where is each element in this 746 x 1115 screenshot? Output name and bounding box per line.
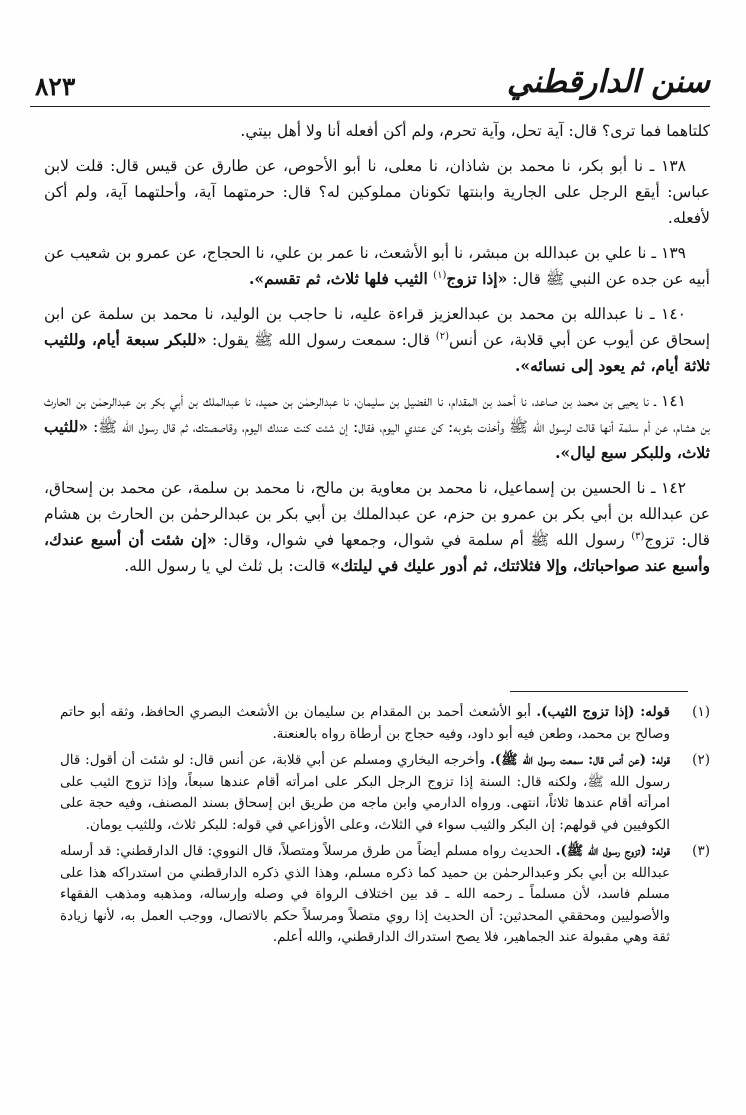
footnote-ref-2[interactable]: (٢) bbox=[435, 330, 449, 342]
footnote-divider bbox=[510, 691, 688, 692]
hadith-139-text: «إذا تزوج bbox=[446, 269, 508, 288]
footnote-number: (٣) bbox=[692, 843, 710, 859]
hadith-142-chain-end: رسول الله ﷺ أم سلمة في شوال، وجمعها في شوال، وقال: bbox=[216, 531, 632, 549]
footnote-number: (٢) bbox=[692, 752, 710, 768]
footnote-ref-3[interactable]: (٣) bbox=[631, 530, 645, 542]
footnote-3 bbox=[60, 841, 710, 949]
hadith-142-chain: ١٤٢ ـ نا الحسين بن إسماعيل، نا محمد بن معاوية بن مالح، نا محمد بن سلمة، عن محمد بن إسحاق، عن عبدالله بن أبي بكر بن عمرو بن حزم، عن عبدالملك بن أبي بكر بن عبدالرحمٰن بن الحارث بن هشام قال: تزوج bbox=[44, 479, 710, 549]
paragraph-continuation: كلتاهما فما ترى؟ قال: آية تحل، وآية تحرم، ولم أكن أفعله أنا ولا أهل بيتي. bbox=[240, 122, 710, 140]
hadith-140 bbox=[44, 301, 710, 379]
main-text bbox=[44, 118, 710, 588]
footnote-2 bbox=[60, 750, 710, 836]
hadith-140-text: «للبكر سبعة أيام، وللثيب ثلاثة أيام، ثم يعود إلى نسائه». bbox=[44, 330, 710, 375]
hadith-142-tail: قالت: بل ثلث لي يا رسول الله. bbox=[124, 557, 331, 575]
footnote-heading: قوله: (إذا تزوج الثيب). bbox=[536, 704, 670, 720]
footnote-text: وأخرجه البخاري ومسلم عن أبي قلابة، عن أنس قال: لو شئت أن أقول: قال رسول الله ﷺ، ولكنه قال: السنة إذا تزوج الرجل البكر على امرأته أقام عندها سبعاً، وإذا تزوج الثيب على امرأته أقام عندها ثلاثاً، انتهى. ورواه الدارمي وابن ماجه من طريق ابن إسحاق بسند المصنف، وفيه حجة على الكوفيين في قولهم: إن البكر والثيب سواء في الثلاث، وعلى الأوزاعي في قوله: للبكر ثلاث، وللثيب يومان. bbox=[60, 752, 670, 833]
hadith-141 bbox=[44, 388, 710, 466]
hadith-140-chain: ١٤٠ ـ نا عبدالله بن محمد بن عبدالعزيز قراءة عليه، نا حاجب بن الوليد، نا محمد بن سلمة عن ابن إسحاق عن أيوب عن أبي قلابة، عن أنس bbox=[44, 305, 710, 349]
hadith-142 bbox=[44, 475, 710, 579]
page-header bbox=[30, 64, 710, 107]
footnotes bbox=[60, 702, 710, 954]
hadith-138: ١٣٨ ـ نا أبو بكر، نا محمد بن شاذان، نا معلى، نا أبو الأحوص، عن طارق عن قيس قال: قلت لابن عباس: أيقع الرجل على الجارية وابنتها تكونان مملوكين له؟ قال: حرمتهما آية، وأحلتهما آية، ولم أكن لأفعله. bbox=[44, 157, 710, 227]
hadith-139-chain: ١٣٩ ـ نا علي بن عبدالله بن مبشر، نا أبو الأشعث، نا عمر بن علي، نا الحجاج، عن عمرو بن شعيب عن أبيه عن جده عن النبي ﷺ قال: bbox=[44, 244, 710, 288]
page-number: ٨٢٣ bbox=[35, 72, 76, 101]
footnote-text: أبو الأشعث أحمد بن المقدام بن سليمان بن الأشعث البصري الحافظ، وثقه أبو حاتم وصالح بن محمد، وطعن فيه أبو داود، وفيه حجاج بن أرطاة رواه بالعنعنة. bbox=[60, 704, 670, 742]
hadith-139 bbox=[44, 240, 710, 292]
footnote-text: الحديث رواه مسلم أيضاً من طرق مرسلاً ومتصلاً، قال النووي: قال الدارقطني: قد أرسله عبدالله بن أبي بكر وعبدالرحمٰن بن حميد كما ذكره مسلم، وهذا الذي ذكره الدارقطني من استدراكه هذا على مسلم فاسد، لأن مسلماً ـ رحمه الله ـ قد بين اختلاف الرواة في وصله وإرساله، ومذهبه ومذهب الفقهاء والأصوليين ومحققي المحدثين: أن الحديث إذا روي متصلاً ومرسلاً حكم بالاتصال، ووجب العمل به، لأنها زيادة ثقة وهي مقبولة عند الجماهير، فلا يصح استدراك الدارقطني، والله أعلم. bbox=[60, 843, 670, 945]
footnote-1 bbox=[60, 702, 710, 745]
hadith-141-text: «للثيب ثلاث، وللبكر سبع ليال». bbox=[44, 417, 710, 462]
hadith-141-chain: ١٤١ ـ نا يحيى بن محمد بن صاعد، نا أحمد بن المقدام، نا الفضيل بن سليمان، نا عبدالرحمٰن بن حميد، نا عبدالملك بن أبي بكر بن عبدالرحمٰن بن الحارث بن هشام، عن أم سلمة أنها قالت لرسول الله ﷺ وأخذت بثوبه: كن عندي اليوم، فقال: إن شئت كنت عندك اليوم، وقاصصتك، ثم قال رسول الله ﷺ: bbox=[44, 392, 710, 436]
footnote-number: (١) bbox=[692, 704, 710, 720]
hadith-139-text-end: الثيب فلها ثلاث، ثم تقسم». bbox=[248, 269, 434, 288]
footnote-heading: قوله: (عن أنس قال: سمعت رسول الله ﷺ). bbox=[490, 752, 670, 768]
footnote-heading: قوله: (تزوج رسول الله ﷺ). bbox=[555, 843, 670, 859]
hadith-142-text: «إن شئت أن أسبع عندك، وأسبع عند صواحباتك، وإلا فثلاثتك، ثم أدور عليك في ليلتك» bbox=[44, 530, 710, 575]
hadith-140-chain-end: قال: سمعت رسول الله ﷺ يقول: bbox=[206, 331, 436, 349]
footnote-ref-1[interactable]: (١) bbox=[433, 269, 447, 281]
book-title: سنن الدارقطني bbox=[506, 64, 710, 100]
